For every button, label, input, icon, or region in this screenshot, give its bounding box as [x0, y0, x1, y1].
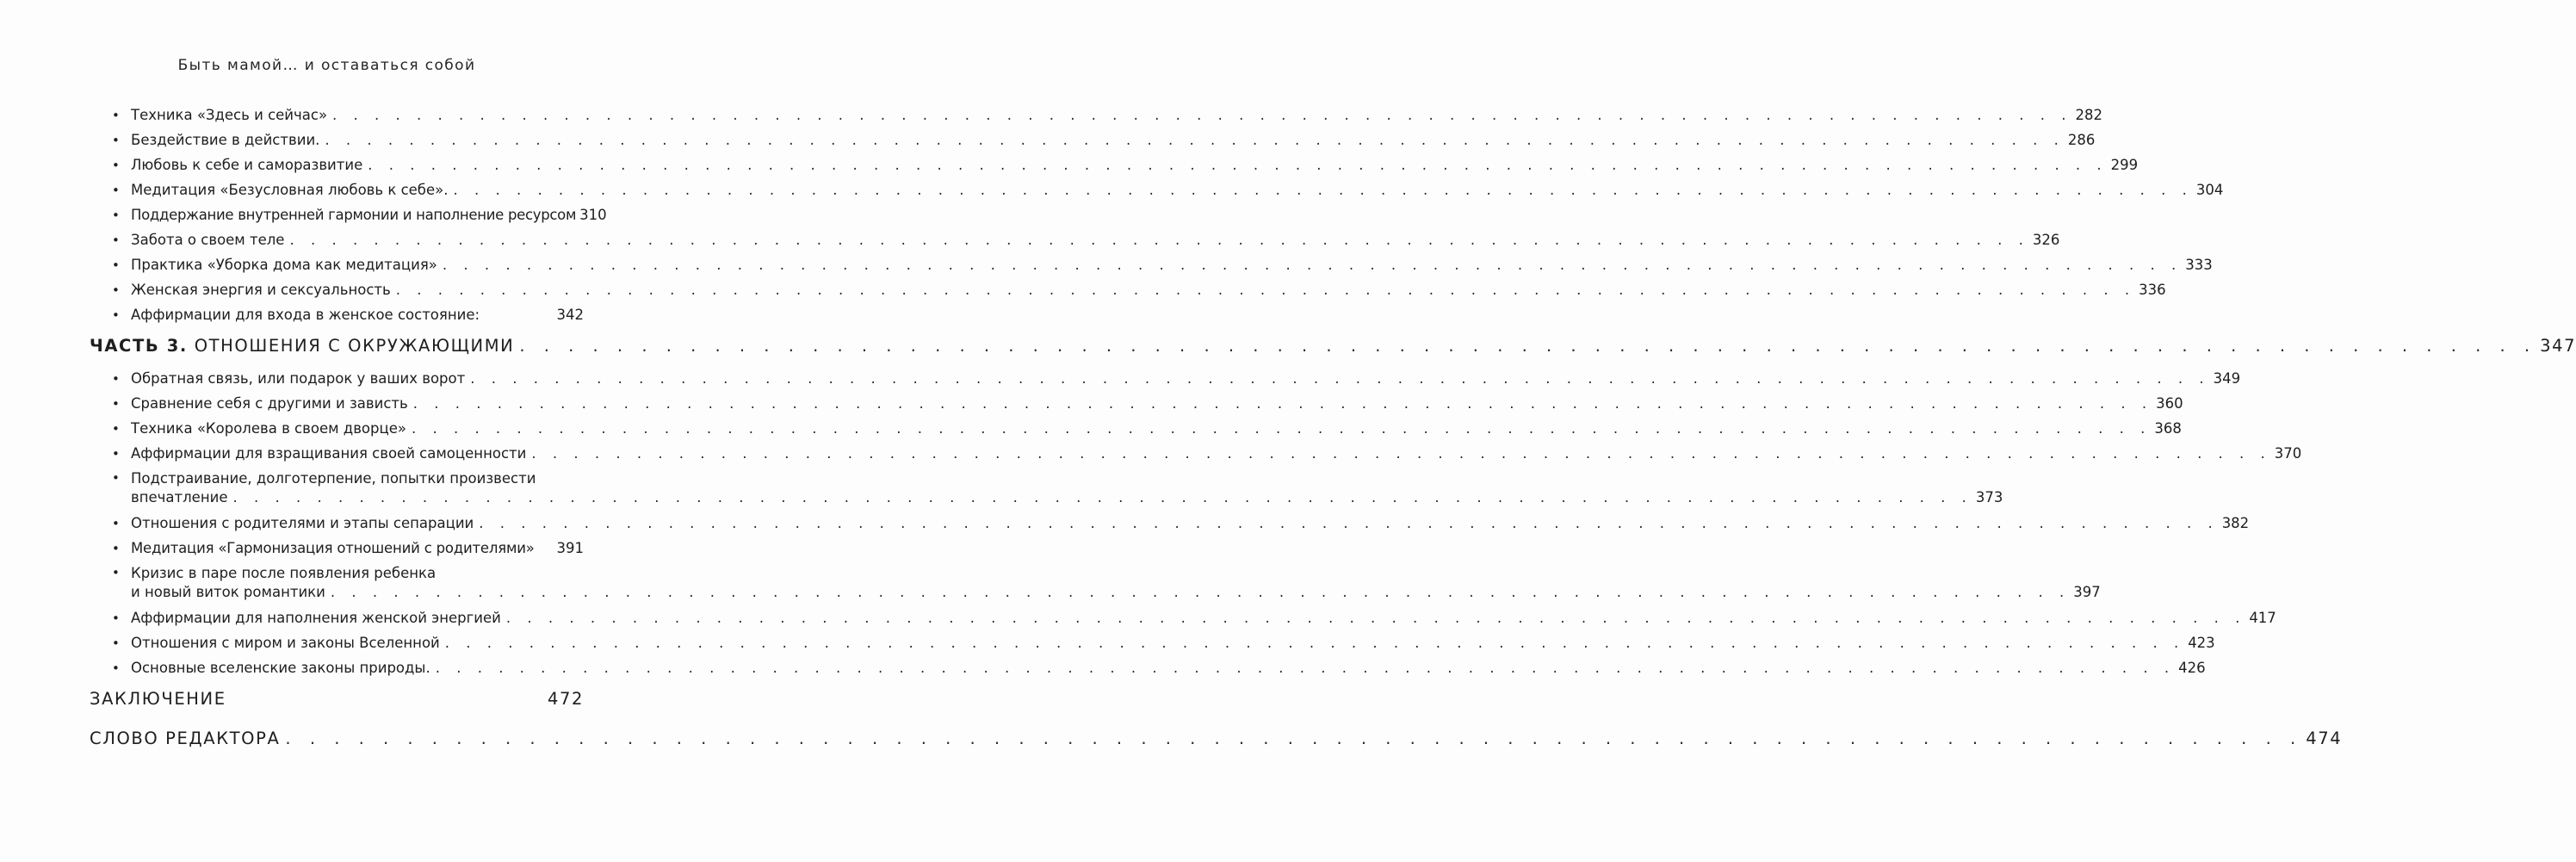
leader-dots: . . . . . . . . . . . . . . . . . . . . . . . . . . . . . . . . . . . . . . . . . . . . . . . . . . . . . . . . . . . . . . . . . . . . . . . . . . . . . . . . . . .: [442, 257, 2183, 273]
bullet: •: [112, 108, 120, 123]
toc-entry-page: 382: [2221, 515, 2250, 531]
bullet: •: [112, 183, 120, 198]
toc-entry[interactable]: [112, 232, 2060, 248]
toc-entry-page: 336: [2139, 282, 2166, 298]
leader-dots: . . . . . . . . . . . . . . . . . . . . . . . . . . . . . . . . . . . . . . . . . . . . . . . . . . . . . . . . . . . . . . . . . . . . . . . . . . . . . . . . . . .: [531, 445, 2271, 462]
toc-entry-page: 370: [2274, 445, 2302, 462]
leader-dots: . . . . . . . . . . . . . . . . . . . . . . . . . . . . . . . . . . . . . . . . . . . . . . . . . . . . . . . . . . . . . . . . . . . . . . . . . . . . . . . . . . .: [332, 107, 2072, 123]
toc-entry-title-line1: Кризис в паре после появления ребенка: [131, 565, 437, 581]
toc-entry[interactable]: [112, 515, 2250, 531]
toc-entry-title: Аффирмации для наполнения женской энергией: [131, 610, 501, 626]
bullet: •: [112, 660, 120, 676]
toc-entry-title: Отношения с родителями и этапы сепарации: [131, 515, 474, 531]
toc-entry-page: 347: [2540, 336, 2576, 356]
leader-dots: . . . . . . . . . . . . . . . . . . . . . . . . . . . . . . . . . . . . . . . . . . . . . . . . . . . . . . . . . . . . . . . . . . . . . . . . . . . . . . . . . . .: [435, 660, 2176, 676]
leader-dots: . . . . . . . . . . . . . . . . . . . . . . . . . . . . . . . . . . . . . . . . . . . . . . . . . . . . . . . . . . . . . . . . . . . . . . . . . . . . . . . . . . .: [505, 610, 2246, 626]
toc-entry[interactable]: [112, 540, 584, 556]
bullet: •: [112, 307, 120, 323]
toc-entry[interactable]: [112, 420, 2182, 437]
bullet: •: [112, 421, 120, 437]
bullet: •: [112, 208, 120, 223]
toc-part-heading[interactable]: [90, 336, 2576, 356]
toc-entry-title: Отношения с миром и законы Вселенной: [131, 635, 440, 651]
leader-dots: . . . . . . . . . . . . . . . . . . . . . . . . . . . . . . . . . . . . . . . . . . . . . . . . . . . . . . . . . . . . . . . . . . . . . . . . . . . . . . . . . . .: [395, 282, 2136, 298]
toc-entry[interactable]: [112, 584, 2101, 600]
toc-entry-title-line1: Подстраивание, долготерпение, попытки произвести: [131, 470, 536, 487]
toc-entry-title: Основные вселенские законы природы.: [131, 660, 430, 676]
bullet: •: [112, 133, 120, 148]
bullet: •: [112, 611, 120, 626]
bullet: •: [112, 257, 120, 273]
part-title: [90, 336, 514, 356]
toc-entry-title: Забота о своем теле: [131, 232, 285, 248]
toc-entry[interactable]: [112, 395, 2183, 412]
toc-entry-page: 342: [556, 307, 584, 323]
toc-editor-word[interactable]: [90, 729, 2343, 748]
toc-entry-page: 299: [2110, 157, 2139, 173]
bullet: •: [112, 371, 120, 387]
toc-entry-title: Аффирмации для входа в женское состояние:: [131, 307, 480, 323]
bullet: •: [112, 233, 120, 248]
toc-entry-page: 304: [2195, 182, 2224, 198]
toc-entry[interactable]: [112, 182, 2224, 198]
leader-dots: . . . . . . . . . . . . . . . . . . . . . . . . . . . . . . . . . . . . . . . . . . . . . . . . . . . . . . . . . . . . . . . . . . . . . . . . . . . . . . . . . . .: [289, 232, 2029, 248]
bullet: •: [112, 636, 120, 651]
toc-entry-page: 282: [2075, 107, 2102, 123]
toc-entry-page: 368: [2154, 420, 2182, 437]
toc-entry-page: 397: [2073, 584, 2101, 600]
part-label: ЧАСТЬ 3.: [90, 336, 188, 356]
toc-entry[interactable]: [112, 489, 2003, 505]
toc-conclusion[interactable]: [90, 689, 584, 709]
toc-entry-title: впечатление: [131, 489, 228, 505]
toc-entry-page: 310: [579, 207, 607, 223]
leader-dots: . . . . . . . . . . . . . . . . . . . . . . . . . . . . . . . . . . . . . . . . . . . . . . . . . . . . . . . . . . . . . . . . . . . . . . . . . . . . . . . . . . .: [519, 336, 2537, 356]
toc-entry-title: Практика «Уборка дома как медитация»: [131, 257, 437, 273]
bullet: •: [112, 565, 120, 580]
toc-entry[interactable]: [112, 107, 2102, 123]
running-header: Быть мамой… и оставаться собой: [177, 57, 476, 74]
toc-entry[interactable]: [112, 635, 2215, 651]
toc-entry[interactable]: [112, 445, 2302, 462]
toc-entry-page: 360: [2156, 395, 2183, 412]
leader-dots: . . . . . . . . . . . . . . . . . . . . . . . . . . . . . . . . . . . . . . . . . . . . . . . . . . . . . . . . . . . . . . . . . . . . . . . . . . . . . . . . . . .: [453, 182, 2193, 198]
toc-entry[interactable]: [112, 610, 2276, 626]
toc-entry-title: и новый виток романтики: [131, 584, 325, 600]
toc-entry-page: 474: [2306, 729, 2343, 748]
bullet: •: [112, 158, 120, 173]
leader-dots: . . . . . . . . . . . . . . . . . . . . . . . . . . . . . . . . . . . . . . . . . . . . . . . . . . . . . . . . . . . . . . . . . . . . . . . . . . . . . . . . . . .: [479, 515, 2219, 531]
toc-entry-page: 286: [2067, 132, 2096, 148]
bullet: •: [112, 470, 120, 486]
toc-entry-page: 373: [1975, 489, 2003, 505]
toc-entry-title: Техника «Королева в своем дворце»: [131, 420, 406, 437]
toc-entry-title: Техника «Здесь и сейчас»: [131, 107, 328, 123]
leader-dots: . . . . . . . . . . . . . . . . . . . . . . . . . . . . . . . . . . . . . . . . . . . . . . . . . . . . . . . . . . . . . . . . . . . . . . . . . . . . . . . . . . .: [412, 395, 2153, 412]
toc-entry[interactable]: [112, 157, 2139, 173]
toc-entry[interactable]: [112, 307, 584, 323]
toc-entry-page: 423: [2188, 635, 2215, 651]
toc-entry-page: 417: [2249, 610, 2276, 626]
toc-entry-title: Сравнение себя с другими и зависть: [131, 395, 408, 412]
toc-entry[interactable]: [112, 370, 2241, 387]
toc-entry-title: Женская энергия и сексуальность: [131, 282, 391, 298]
toc-entry-title: Любовь к себе и саморазвитие: [131, 157, 363, 173]
leader-dots: . . . . . . . . . . . . . . . . . . . . . . . . . . . . . . . . . . . . . . . . . . . . . . . . . . . . . . . . . . . . . . . . . . . . . . . . . . . . . . . . . . .: [285, 729, 2303, 748]
toc-entry-title: Обратная связь, или подарок у ваших ворот: [131, 370, 466, 387]
toc-entry-page: 426: [2178, 660, 2206, 676]
leader-dots: . . . . . . . . . . . . . . . . . . . . . . . . . . . . . . . . . . . . . . . . . . . . . . . . . . . . . . . . . . . . . . . . . . . . . . . . . . . . . . . . . . .: [325, 132, 2065, 148]
toc-entry-title: Поддержание внутренней гармонии и наполнение ресурсом: [131, 207, 577, 223]
bullet: •: [112, 446, 120, 462]
bullet: •: [112, 282, 120, 298]
toc-entry-page: 391: [556, 540, 584, 556]
toc-entry-title: Медитация «Безусловная любовь к себе».: [131, 182, 449, 198]
toc-entry-title: СЛОВО РЕДАКТОРА: [90, 729, 281, 748]
toc-entry-title: Бездействие в действии.: [131, 132, 320, 148]
leader-dots: . . . . . . . . . . . . . . . . . . . . . . . . . . . . . . . . . . . . . . . . . . . . . . . . . . . . . . . . . . . . . . . . . . . . . . . . . . . . . . . . . . .: [444, 635, 2185, 651]
toc-entry[interactable]: [112, 132, 2096, 148]
toc-entry[interactable]: [112, 660, 2206, 676]
toc-entry-title: ЗАКЛЮЧЕНИЕ: [90, 689, 226, 709]
leader-dots: . . . . . . . . . . . . . . . . . . . . . . . . . . . . . . . . . . . . . . . . . . . . . . . . . . . . . . . . . . . . . . . . . . . . . . . . . . . . . . . . . . .: [411, 420, 2152, 437]
toc-entry-page: 472: [547, 689, 584, 709]
toc-entry-page: 349: [2213, 370, 2241, 387]
part-name: ОТНОШЕНИЯ С ОКРУЖАЮЩИМИ: [194, 336, 515, 356]
toc-entry-title: Аффирмации для взращивания своей самоценности: [131, 445, 527, 462]
toc-entry[interactable]: [112, 257, 2213, 273]
leader-dots: . . . . . . . . . . . . . . . . . . . . . . . . . . . . . . . . . . . . . . . . . . . . . . . . . . . . . . . . . . . . . . . . . . . . . . . . . . . . . . . . . . .: [330, 584, 2071, 600]
toc-entry-title: Медитация «Гармонизация отношений с родителями»: [131, 540, 535, 556]
leader-dots: . . . . . . . . . . . . . . . . . . . . . . . . . . . . . . . . . . . . . . . . . . . . . . . . . . . . . . . . . . . . . . . . . . . . . . . . . . . . . . . . . . .: [232, 489, 1972, 505]
bullet: •: [112, 541, 120, 556]
toc-entry-page: 326: [2032, 232, 2060, 248]
leader-dots: . . . . . . . . . . . . . . . . . . . . . . . . . . . . . . . . . . . . . . . . . . . . . . . . . . . . . . . . . . . . . . . . . . . . . . . . . . . . . . . . . . .: [470, 370, 2210, 387]
bullet: •: [112, 396, 120, 412]
toc-entry-page: 333: [2185, 257, 2213, 273]
bullet: •: [112, 516, 120, 531]
toc-entry[interactable]: [112, 207, 607, 223]
leader-dots: . . . . . . . . . . . . . . . . . . . . . . . . . . . . . . . . . . . . . . . . . . . . . . . . . . . . . . . . . . . . . . . . . . . . . . . . . . . . . . . . . . .: [368, 157, 2108, 173]
toc-entry[interactable]: [112, 282, 2166, 298]
